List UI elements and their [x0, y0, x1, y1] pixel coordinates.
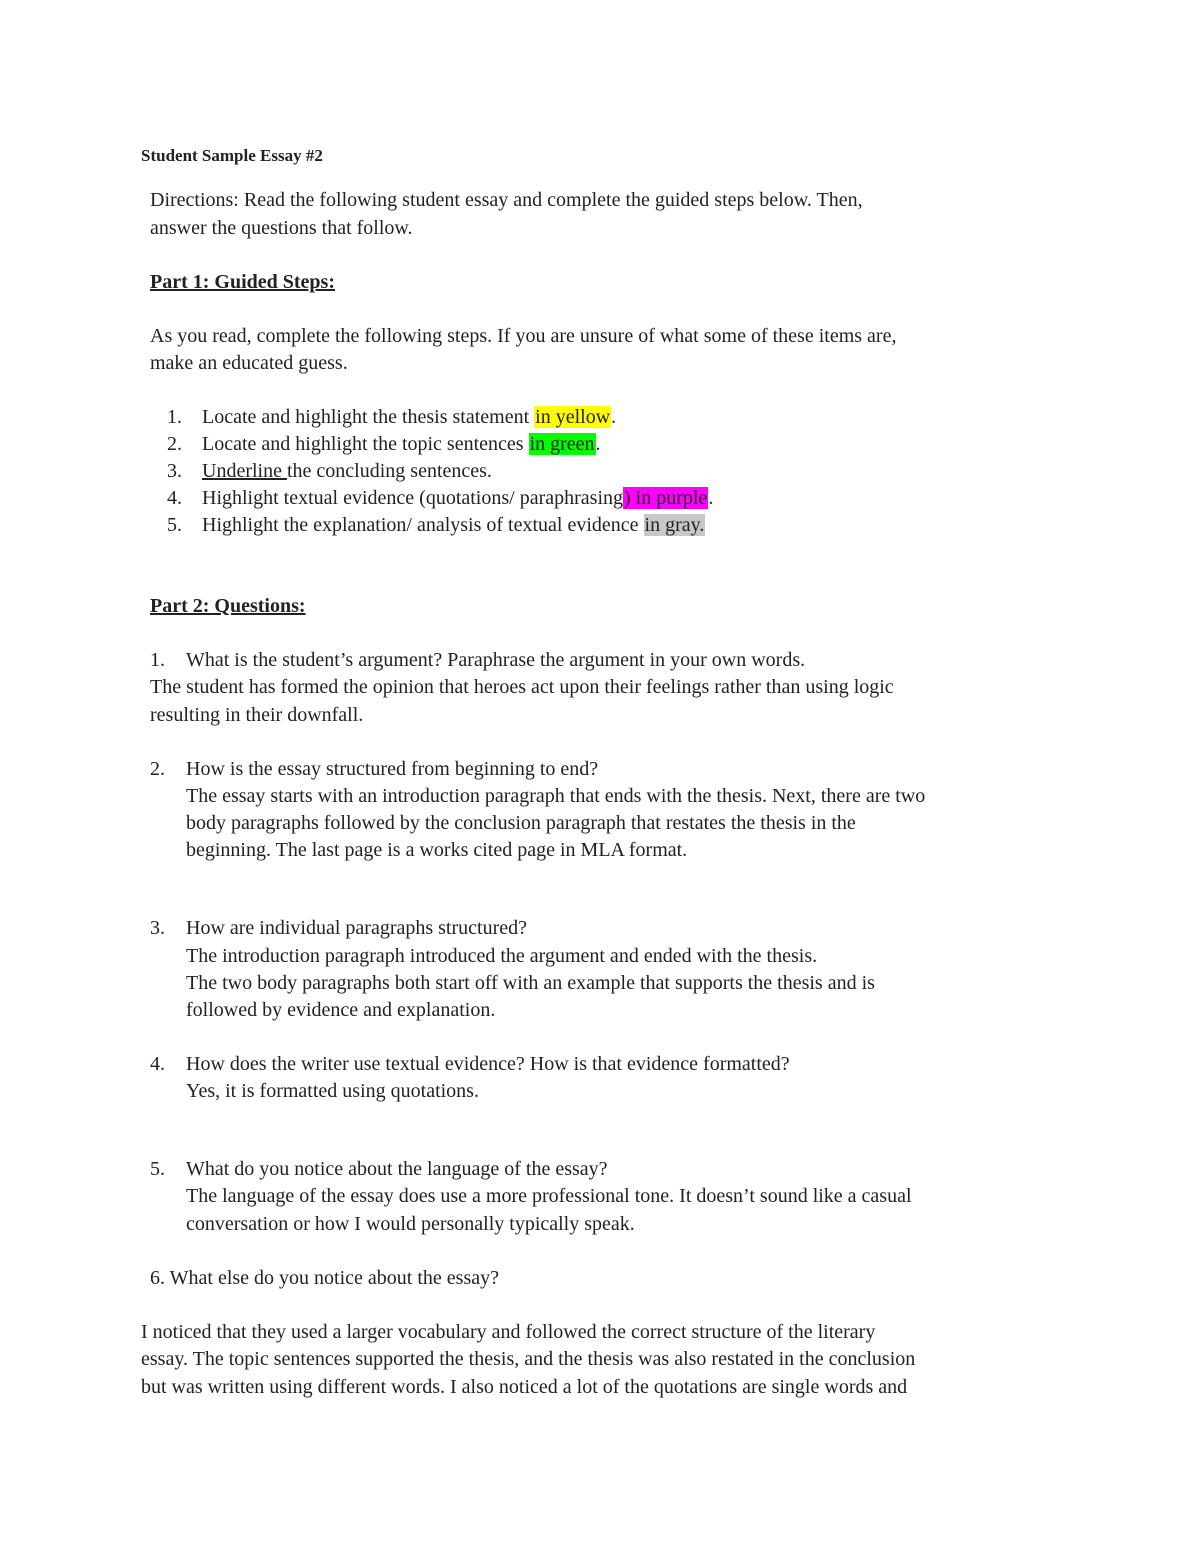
- answer-6-line-3: but was written using different words. I also noticed a lot of the quotations are single words and: [141, 1376, 908, 1398]
- answer-1-line-2: resulting in their downfall.: [150, 704, 364, 726]
- answer-3-line-2: The two body paragraphs both start off with an example that supports the thesis and is: [186, 972, 875, 994]
- answer-2-line-2: body paragraphs followed by the conclusion paragraph that restates the thesis in the: [186, 812, 856, 834]
- question-2: 2. How is the essay structured from beginning to end?: [150, 758, 599, 780]
- page-title: Student Sample Essay #2: [141, 146, 323, 165]
- answer-6-line-1: I noticed that they used a larger vocabulary and followed the correct structure of the literary: [141, 1321, 876, 1343]
- answer-2-line-1: The essay starts with an introduction paragraph that ends with the thesis. Next, there are two: [186, 785, 926, 807]
- highlight-gray: in gray.: [644, 514, 705, 536]
- part1-intro-line-1: As you read, complete the following steps. If you are unsure of what some of these items are,: [150, 325, 897, 347]
- question-4: 4. How does the writer use textual evidence? How is that evidence formatted?: [150, 1053, 790, 1075]
- highlight-purple: ) in purple: [624, 487, 708, 509]
- directions-line-1: Directions: Read the following student essay and complete the guided steps below. Then,: [150, 189, 863, 211]
- answer-3-line-3: followed by evidence and explanation.: [186, 999, 496, 1021]
- list-item: 5. Highlight the explanation/ analysis of textual evidence in gray.: [167, 514, 705, 536]
- underlined-text: Underline: [202, 460, 287, 482]
- answer-1-line-1: The student has formed the opinion that heroes act upon their feelings rather than using logic: [150, 676, 894, 698]
- answer-5-line-2: conversation or how I would personally typically speak.: [186, 1213, 635, 1235]
- list-item: 4. Highlight textual evidence (quotations/ paraphrasing) in purple.: [167, 487, 714, 509]
- question-6: 6. What else do you notice about the essay?: [150, 1267, 499, 1289]
- answer-6-line-2: essay. The topic sentences supported the thesis, and the thesis was also restated in the conclusion: [141, 1348, 916, 1370]
- directions-line-2: answer the questions that follow.: [150, 217, 413, 239]
- question-3: 3. How are individual paragraphs structured?: [150, 917, 527, 939]
- highlight-yellow: in yellow: [535, 406, 611, 428]
- part1-intro-line-2: make an educated guess.: [150, 352, 348, 374]
- part2-heading: Part 2: Questions:: [150, 595, 306, 617]
- answer-2-line-3: beginning. The last page is a works cited page in MLA format.: [186, 839, 688, 861]
- question-1: 1. What is the student’s argument? Paraphrase the argument in your own words.: [150, 649, 806, 671]
- answer-5-line-1: The language of the essay does use a more professional tone. It doesn’t sound like a casual: [186, 1185, 912, 1207]
- answer-3-line-1: The introduction paragraph introduced the argument and ended with the thesis.: [186, 945, 818, 967]
- question-5: 5. What do you notice about the language of the essay?: [150, 1158, 608, 1180]
- list-item: 3. Underline the concluding sentences.: [167, 460, 492, 482]
- list-item: 1. Locate and highlight the thesis statement in yellow.: [167, 406, 617, 428]
- part1-heading: Part 1: Guided Steps:: [150, 271, 335, 293]
- highlight-green: in green: [529, 433, 595, 455]
- answer-4-line-1: Yes, it is formatted using quotations.: [186, 1080, 479, 1102]
- list-item: 2. Locate and highlight the topic sentences in green.: [167, 433, 601, 455]
